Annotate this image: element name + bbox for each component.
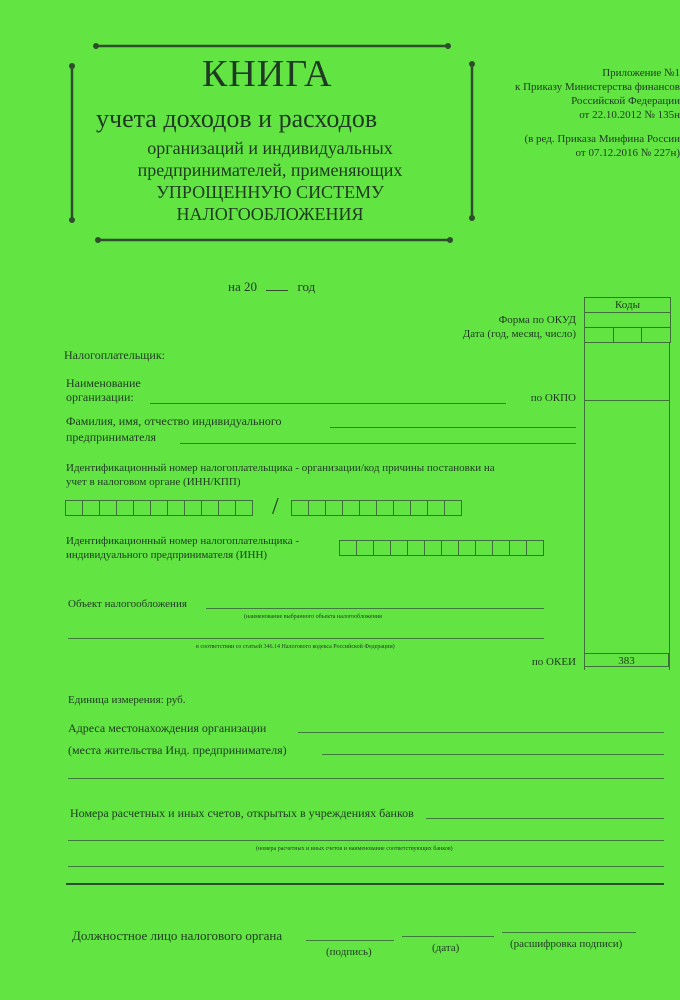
tax-object-label: Объект налогообложения xyxy=(68,598,187,610)
digit-cell[interactable] xyxy=(526,540,544,556)
address-field[interactable] xyxy=(322,754,664,755)
section-divider xyxy=(66,883,664,885)
digit-cell[interactable] xyxy=(509,540,527,556)
address-field[interactable] xyxy=(68,778,664,779)
year-line xyxy=(228,278,315,295)
digit-cell[interactable] xyxy=(376,500,394,516)
kpp-cells[interactable] xyxy=(292,500,462,516)
okei-label: по ОКЕИ xyxy=(531,656,576,668)
year-prefix: на 20 xyxy=(228,279,257,294)
title-main: КНИГА xyxy=(202,53,333,95)
unit-label: Единица измерения: руб. xyxy=(68,694,186,706)
fio-field[interactable] xyxy=(180,443,576,444)
fio-label: Фамилия, имя, отчество индивидуального xyxy=(66,414,282,428)
frame-dot xyxy=(447,237,453,243)
accounts-label: Номера расчетных и иных счетов, открытых в учреждениях банков xyxy=(70,806,414,820)
digit-cell[interactable] xyxy=(393,500,411,516)
inn-kpp-label: Идентификационный номер налогоплательщика - организации/код причины постановки на xyxy=(66,462,495,474)
appendix-line: от 22.10.2012 № 135н xyxy=(579,109,680,121)
tax-object-field-2[interactable] xyxy=(68,638,544,639)
org-name-label: организации: xyxy=(66,390,134,404)
title-line: УПРОЩЕННУЮ СИСТЕМУ xyxy=(156,182,384,202)
fio-label: предпринимателя xyxy=(66,430,156,444)
digit-cell[interactable] xyxy=(339,540,357,556)
taxpayer-label: Налогоплательщик: xyxy=(64,348,165,362)
digit-cell[interactable] xyxy=(410,500,428,516)
codes-column-borders xyxy=(584,342,670,670)
appendix-line: Российской Федерации xyxy=(571,95,680,107)
frame-dot xyxy=(95,237,101,243)
okud-code-cell[interactable] xyxy=(585,313,670,328)
appendix-block xyxy=(488,66,680,160)
year-suffix: год xyxy=(297,279,316,294)
org-name-field[interactable] xyxy=(150,403,506,404)
digit-cell[interactable] xyxy=(356,540,374,556)
digit-cell[interactable] xyxy=(424,540,442,556)
signature-caption: (подпись) xyxy=(326,946,372,958)
digit-cell[interactable] xyxy=(441,540,459,556)
tax-object-field[interactable] xyxy=(206,608,544,609)
digit-cell[interactable] xyxy=(390,540,408,556)
appendix-line: к Приказу Министерства финансов xyxy=(515,81,680,93)
digit-cell[interactable] xyxy=(492,540,510,556)
digit-cell[interactable] xyxy=(359,500,377,516)
digit-cell[interactable] xyxy=(291,500,309,516)
accounts-field[interactable] xyxy=(68,840,664,841)
org-name-label: Наименование xyxy=(66,376,141,390)
digit-cell[interactable] xyxy=(218,500,236,516)
accounts-field[interactable] xyxy=(68,866,664,867)
digit-cell[interactable] xyxy=(167,500,185,516)
digit-cell[interactable] xyxy=(308,500,326,516)
digit-cell[interactable] xyxy=(325,500,343,516)
okud-label: Форма по ОКУД xyxy=(498,314,576,326)
digit-cell[interactable] xyxy=(407,540,425,556)
inn-ip-cells[interactable] xyxy=(340,540,544,556)
date-label: Дата (год, месяц, число) xyxy=(462,328,576,340)
frame-dot xyxy=(93,43,99,49)
okpo-code-cell[interactable] xyxy=(584,400,669,401)
inn-ip-label: Идентификационный номер налогоплательщика - xyxy=(66,535,300,547)
frame-dot xyxy=(69,63,75,69)
digit-cell[interactable] xyxy=(82,500,100,516)
appendix-line: Приложение №1 xyxy=(602,67,680,79)
digit-cell[interactable] xyxy=(133,500,151,516)
title-subtitle: учета доходов и расходов xyxy=(96,104,378,133)
digit-cell[interactable] xyxy=(373,540,391,556)
inn-kpp-label: учет в налоговом органе (ИНН/КПП) xyxy=(66,476,241,488)
official-label: Должностное лицо налогового органа xyxy=(72,928,283,943)
digit-cell[interactable] xyxy=(444,500,462,516)
codes-table xyxy=(584,297,671,343)
date-code-cells[interactable] xyxy=(585,328,670,343)
digit-cell[interactable] xyxy=(475,540,493,556)
frame-dot xyxy=(69,217,75,223)
address-label: Адреса местонахождения организации xyxy=(68,721,267,735)
fio-field[interactable] xyxy=(330,427,576,428)
tax-object-hint: (наименование выбранного объекта налогообложения xyxy=(244,614,382,620)
inn-cells[interactable] xyxy=(66,500,253,516)
accounts-hint: (номера расчетных и иных счетов и наименование соответствующих банков) xyxy=(256,846,453,852)
inn-ip-label: индивидуального предпринимателя (ИНН) xyxy=(66,549,268,561)
decoding-caption: (расшифровка подписи) xyxy=(510,938,623,950)
address-label: (места жительства Инд. предпринимателя) xyxy=(68,743,287,757)
digit-cell[interactable] xyxy=(342,500,360,516)
signature-field[interactable] xyxy=(306,940,394,941)
digit-cell[interactable] xyxy=(99,500,117,516)
digit-cell[interactable] xyxy=(235,500,253,516)
frame-dot xyxy=(445,43,451,49)
title-line: предпринимателей, применяющих xyxy=(137,160,403,180)
okpo-label: по ОКПО xyxy=(530,392,576,404)
codes-header: Коды xyxy=(585,298,670,313)
inn-kpp-separator: / xyxy=(272,494,279,520)
frame-dot xyxy=(469,215,475,221)
date-field[interactable] xyxy=(402,936,494,937)
decoding-field[interactable] xyxy=(502,932,636,933)
digit-cell[interactable] xyxy=(201,500,219,516)
title-line: организаций и индивидуальных xyxy=(147,138,393,158)
digit-cell[interactable] xyxy=(150,500,168,516)
appendix-line: от 07.12.2016 № 227н) xyxy=(575,147,680,159)
okei-value: 383 xyxy=(584,653,669,667)
frame-dot xyxy=(469,61,475,67)
digit-cell[interactable] xyxy=(427,500,445,516)
digit-cell[interactable] xyxy=(116,500,134,516)
digit-cell[interactable] xyxy=(65,500,83,516)
date-caption: (дата) xyxy=(432,942,460,954)
title-line: НАЛОГООБЛОЖЕНИЯ xyxy=(176,204,364,224)
digit-cell[interactable] xyxy=(184,500,202,516)
digit-cell[interactable] xyxy=(458,540,476,556)
year-input[interactable] xyxy=(266,278,288,291)
address-field[interactable] xyxy=(298,732,664,733)
tax-object-hint: в соответствии со статьей 346.14 Налогового кодекса Российской Федерации) xyxy=(196,644,395,650)
accounts-field[interactable] xyxy=(426,818,664,819)
appendix-line: (в ред. Приказа Минфина России xyxy=(524,133,680,145)
